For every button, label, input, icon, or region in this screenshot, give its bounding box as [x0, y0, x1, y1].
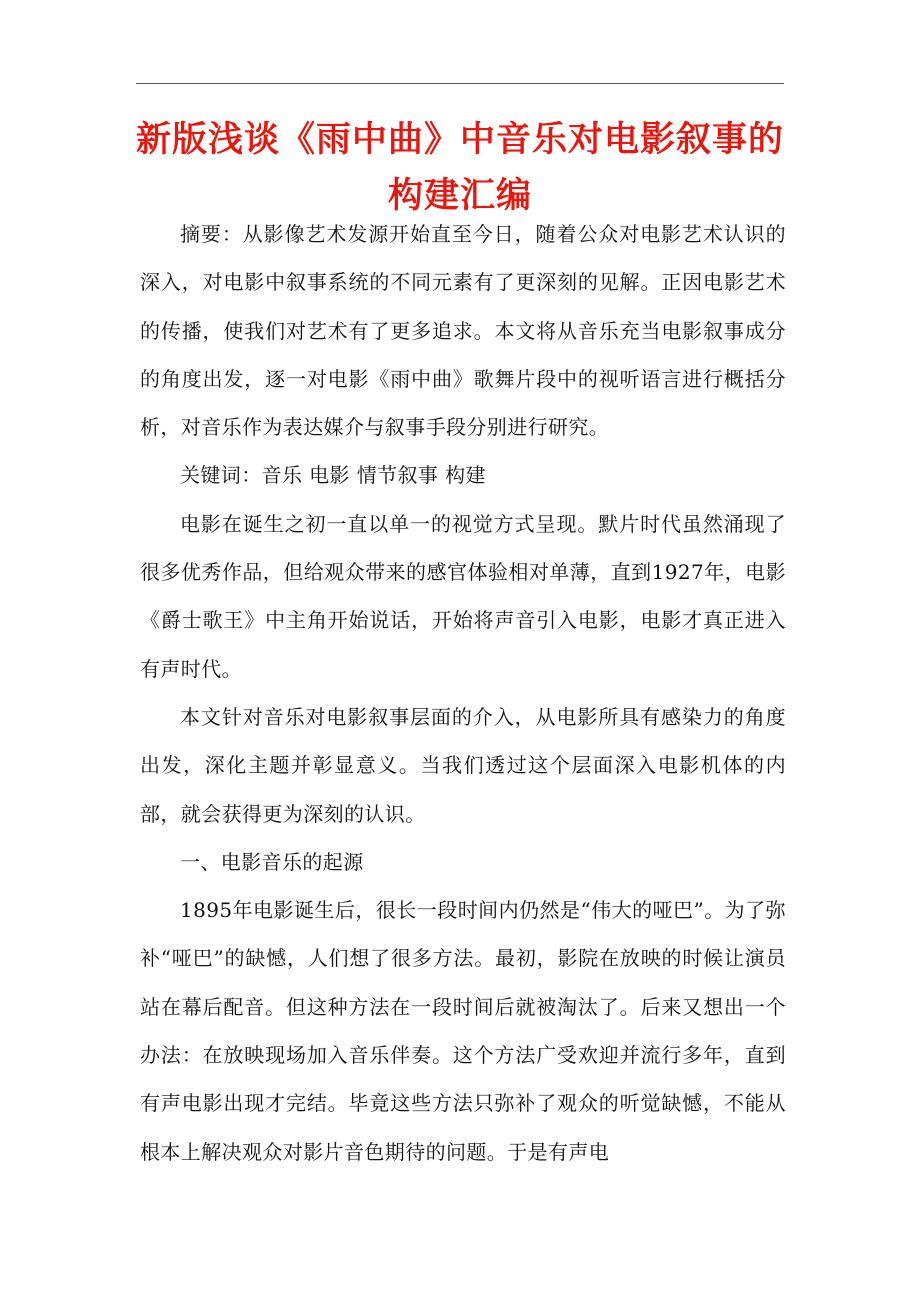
section-heading: 一、电影音乐的起源: [180, 849, 364, 874]
document-body: [140, 210, 786, 1176]
abstract-paragraph: 摘要：从影像艺术发源开始直至今日，随着公众对电影艺术认识的深入，对电影中叙事系统的不同元素有了更深刻的见解。正因电影艺术的传播，使我们对艺术有了更多追求。本文将从音乐充当电影叙事成分的角度出发，逐一对电影《雨中曲》歌舞片段中的视听语言进行概括分析，对音乐作为表达媒介与叙事手段分别进行研究。: [140, 222, 786, 440]
scope-paragraph: 本文针对音乐对电影叙事层面的介入，从电影所具有感染力的角度出发，深化主题并彰显意义。当我们透过这个层面深入电影机体的内部，就会获得更为深刻的认识。: [140, 704, 786, 826]
document-title: 新版浅谈《雨中曲》中音乐对电影叙事的构建汇编: [135, 119, 784, 216]
intro-paragraph: 电影在诞生之初一直以单一的视觉方式呈现。默片时代虽然涌现了很多优秀作品，但给观众带来的感官体验相对单薄，直到1927年，电影《爵士歌王》中主角开始说话，开始将声音引入电影，电影才真正进入有声时代。: [140, 511, 786, 681]
origin-paragraph: 1895年电影诞生后，很长一段时间内仍然是“伟大的哑巴”。为了弥补“哑巴”的缺憾，人们想了很多方法。最初，影院在放映的时候让演员站在幕后配音。但这种方法在一段时间后就被淘汰了。后来又想出一个办法：在放映现场加入音乐伴奏。这个方法广受欢迎并流行多年，直到有声电影出现才完结。毕竟这些方法只弥补了观众的听觉缺憾，不能从根本上解决观众对影片音色期待的问题。于是有声电: [140, 898, 786, 1164]
header-rule: [136, 83, 784, 84]
keywords-paragraph: 关键词：音乐 电影 情节叙事 构建: [180, 463, 486, 488]
